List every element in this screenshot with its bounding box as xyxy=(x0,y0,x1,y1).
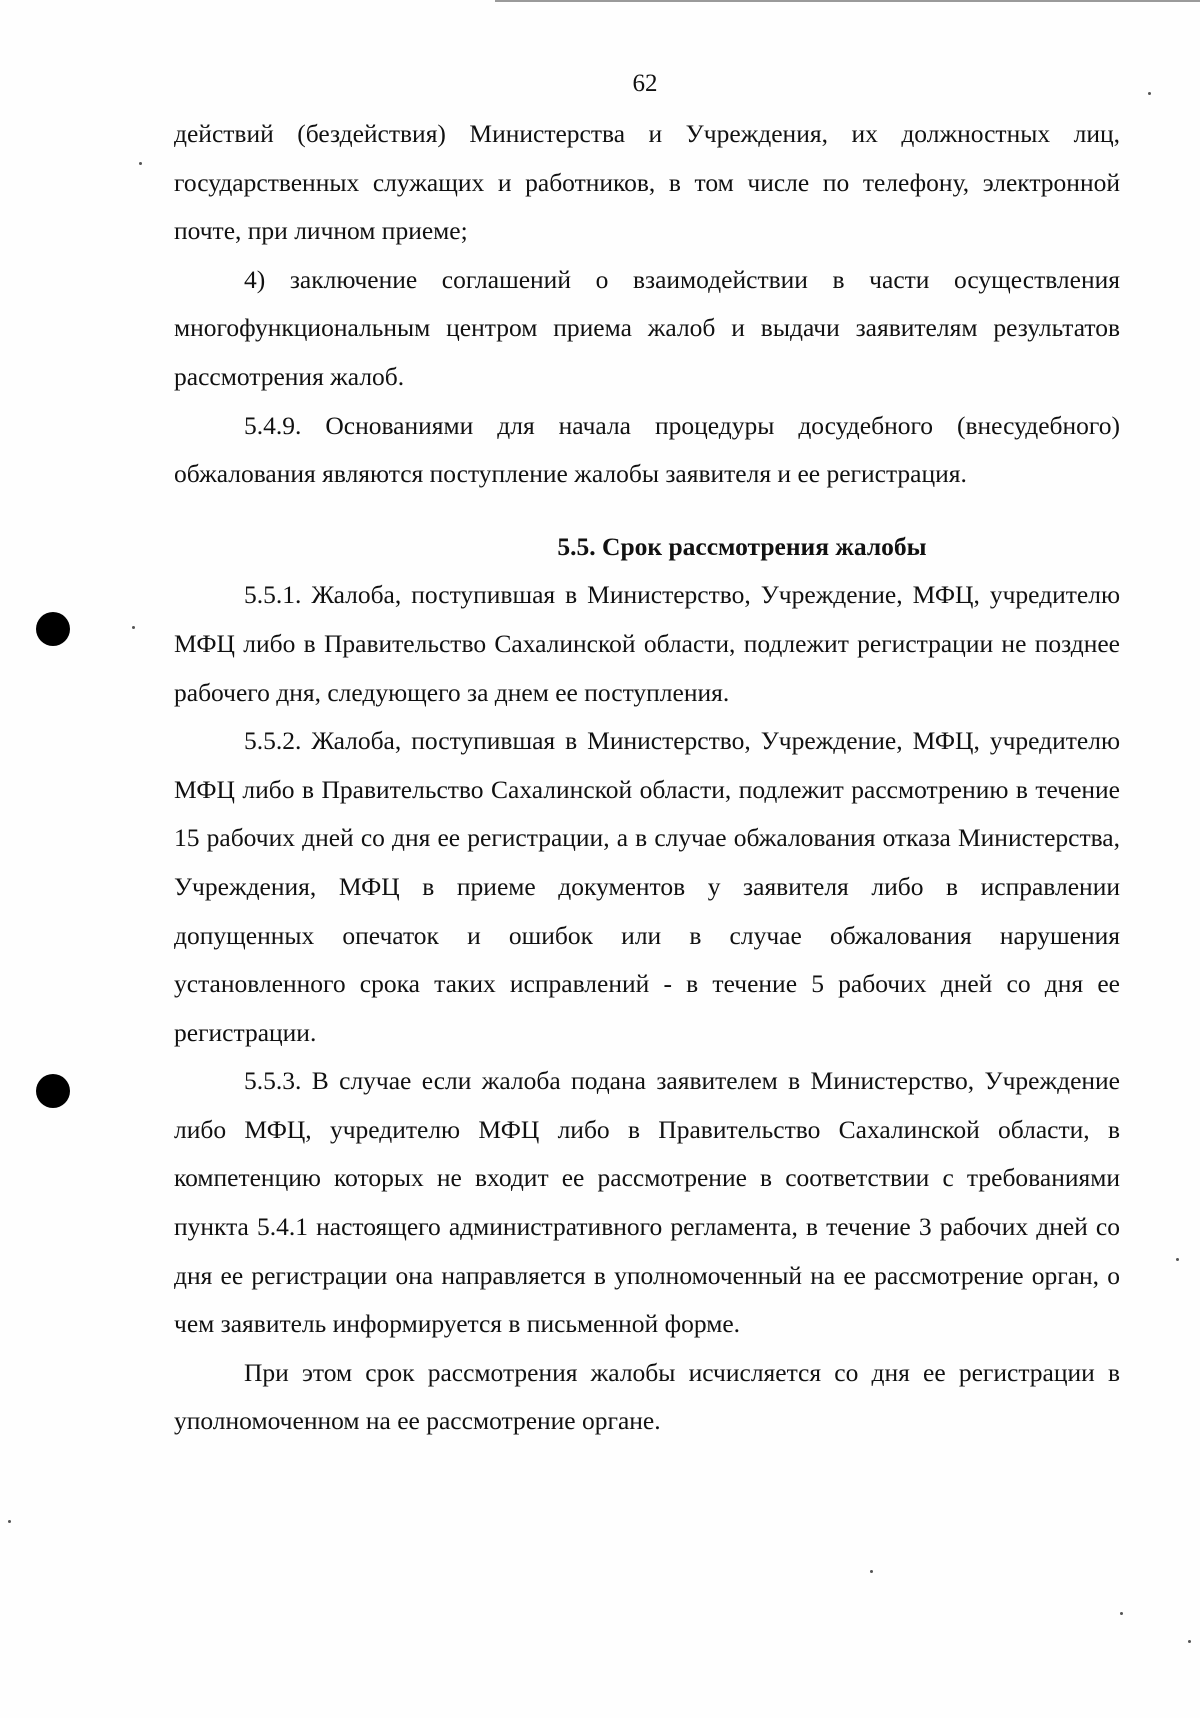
scan-speck xyxy=(1188,1640,1191,1643)
paragraph-item-4: 4) заключение соглашений о взаимодействии в части осуществления многофункциональным центром приема жалоб и выдачи заявителям результатов рассмотрения жалоб. xyxy=(174,264,1120,391)
paragraph-5-5-3: 5.5.3. В случае если жалоба подана заявителем в Министерство, Учреждение либо МФЦ, учредителю МФЦ либо в Правительство Сахалинской области, в компетенцию которых не входит ее рассмотрение в соответствии с требованиями пункта 5.4.1 настоящего административного регламента, в течение 3 рабочих дней со дня ее регистрации она направляется в уполномоченный на ее рассмотрение орган, о чем заявитель информируется в письменной форме. xyxy=(174,1066,1120,1339)
scan-speck xyxy=(8,1520,11,1523)
binder-hole-mark xyxy=(36,612,70,646)
scan-edge-line xyxy=(495,0,1200,2)
scan-speck xyxy=(139,162,142,165)
scan-speck xyxy=(1120,1612,1123,1615)
paragraph-continuation: действий (бездействия) Министерства и Учреждения, их должностных лиц, государственных служащих и работников, в том числе по телефону, электронной почте, при личном приеме; xyxy=(174,119,1120,246)
paragraph-5-5-2: 5.5.2. Жалоба, поступившая в Министерство, Учреждение, МФЦ, учредителю МФЦ либо в Правительство Сахалинской области, подлежит рассмотрению в течение 15 рабочих дней со дня ее регистрации, а в случае обжалования отказа Министерства, Учреждения, МФЦ в приеме документов у заявителя либо в исправлении допущенных опечаток и ошибок или в случае обжалования нарушения установленного срока таких исправлений - в течение 5 рабочих дней со дня ее регистрации. xyxy=(174,726,1120,1047)
scan-speck xyxy=(1148,92,1151,95)
scan-speck xyxy=(870,1570,873,1573)
document-body xyxy=(174,110,1120,1446)
binder-hole-mark xyxy=(36,1074,70,1108)
scan-speck xyxy=(1176,1258,1179,1261)
page-number: 62 xyxy=(632,70,658,97)
paragraph-term-note: При этом срок рассмотрения жалобы исчисляется со дня ее регистрации в уполномоченном на ее рассмотрение органе. xyxy=(174,1357,1120,1436)
paragraph-5-5-1: 5.5.1. Жалоба, поступившая в Министерство, Учреждение, МФЦ, учредителю МФЦ либо в Правительство Сахалинской области, подлежит регистрации не позднее рабочего дня, следующего за днем ее поступления. xyxy=(174,580,1120,707)
paragraph-5-4-9: 5.4.9. Основаниями для начала процедуры досудебного (внесудебного) обжалования являются поступление жалобы заявителя и ее регистрация. xyxy=(174,410,1120,489)
scan-speck xyxy=(132,626,135,629)
section-heading: 5.5. Срок рассмотрения жалобы xyxy=(557,531,927,561)
